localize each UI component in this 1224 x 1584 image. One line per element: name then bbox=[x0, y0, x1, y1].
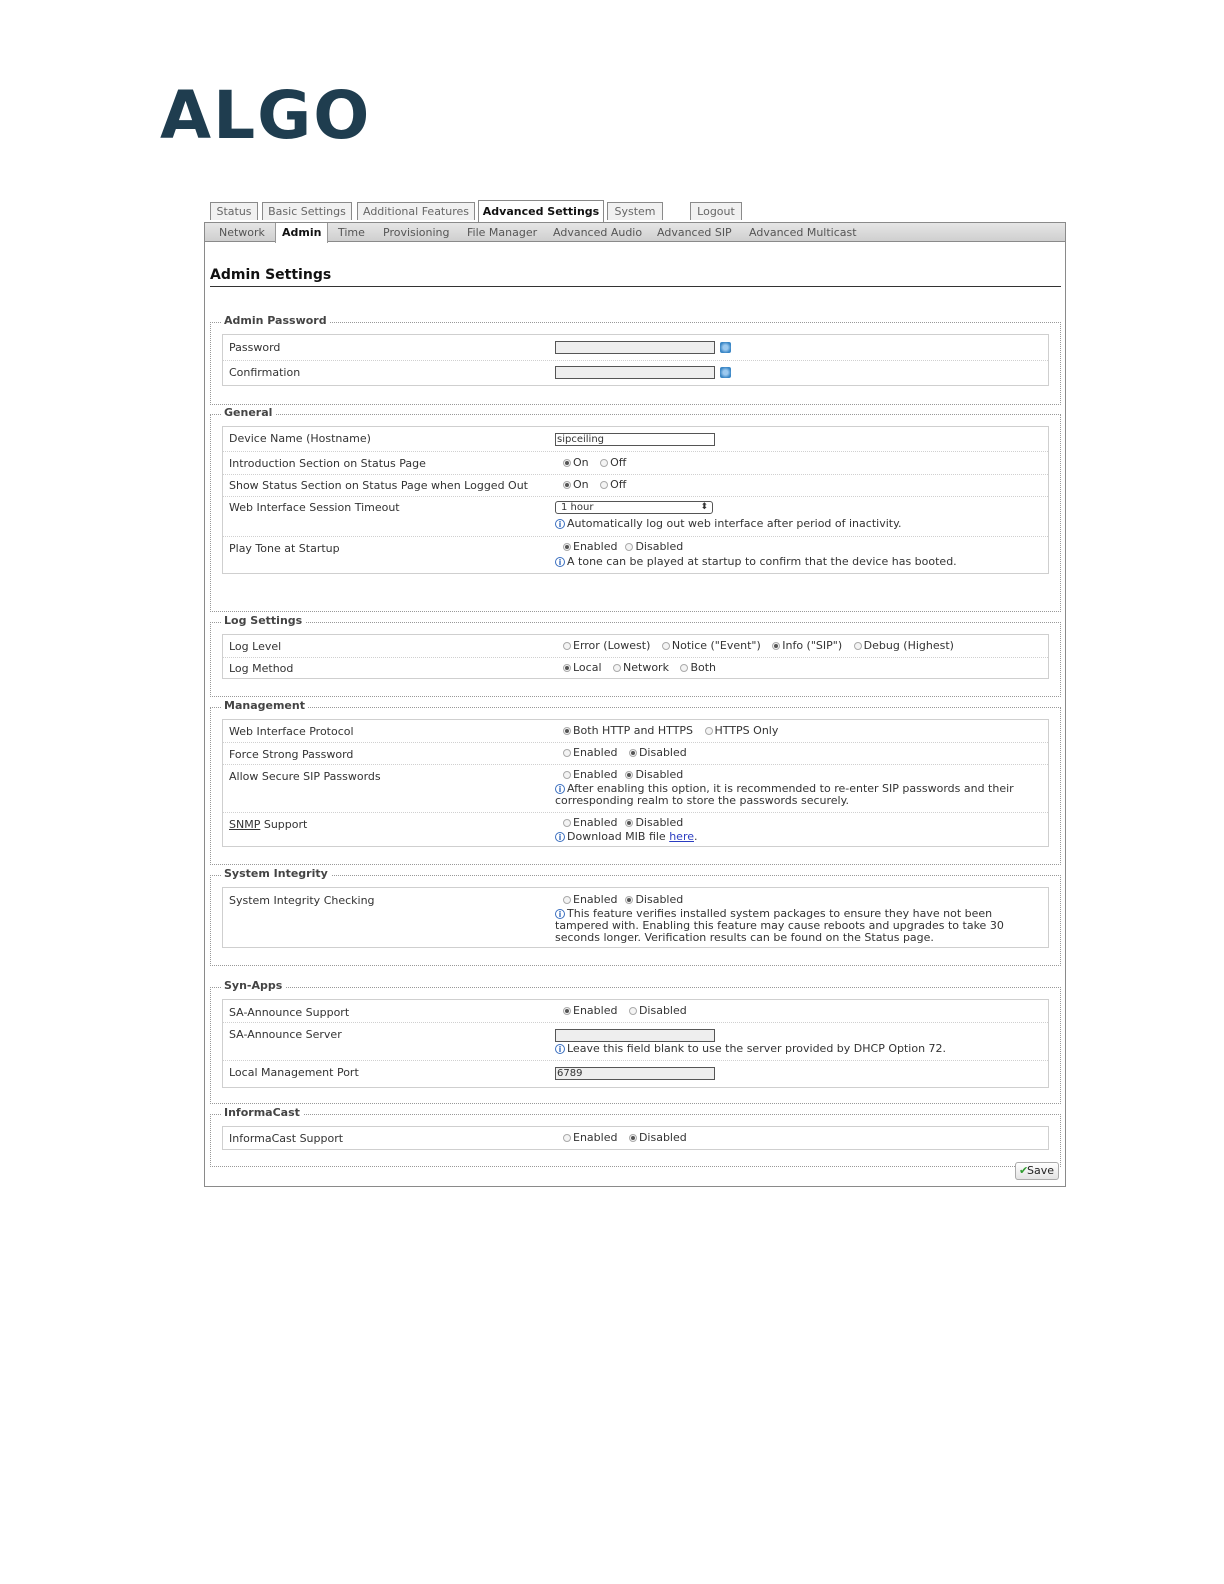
algo-logo: ALGO bbox=[160, 77, 372, 154]
log-settings-section: Log Settings Log Level Error (Lowest) Notice ("Event") Info ("SIP") Debug (Highest) Log Method Local Network Both bbox=[210, 622, 1061, 697]
sa-enabled-radio[interactable] bbox=[563, 1007, 571, 1015]
subnav-admin[interactable]: Admin bbox=[275, 223, 328, 243]
confirmation-row bbox=[223, 360, 1048, 385]
system-integrity-section: System Integrity System Integrity Checking Enabled Disabled i This feature verifies installed system packages to ensure they have not been tampered with. Enabling this feature may cause reboots and upgrades to take 30 seconds longer. Verification results can be found on the Status page. bbox=[210, 875, 1061, 966]
integrity-disabled-radio[interactable] bbox=[625, 896, 633, 904]
general-section: General Device Name (Hostname) sipceiling Introduction Section on Status Page On Off Show Status Section on Status Page when Logged Out On Off Web Interface Session Timeout 1 hour ⬍ i Automatically log out web interface after period of inactivity. Play Tone at Startup Enabled Disabled i A tone can be played at startup to confirm that the device has booted. bbox=[210, 414, 1061, 612]
integrity-check-label: System Integrity Checking bbox=[229, 894, 375, 907]
web-protocol-label: Web Interface Protocol bbox=[229, 725, 354, 738]
protocol-https-radio[interactable] bbox=[705, 727, 713, 735]
password-row bbox=[223, 335, 1048, 361]
device-name-input[interactable]: sipceiling bbox=[555, 433, 715, 446]
section-legend: Log Settings bbox=[221, 614, 305, 627]
status-off-radio[interactable] bbox=[600, 481, 608, 489]
info-icon: i bbox=[555, 1044, 565, 1054]
secure-sip-disabled-radio[interactable] bbox=[625, 771, 633, 779]
log-level-label: Log Level bbox=[229, 640, 282, 653]
sa-announce-server-label: SA-Announce Server bbox=[229, 1028, 342, 1041]
section-legend: General bbox=[221, 406, 275, 419]
log-both-radio[interactable] bbox=[680, 664, 688, 672]
status-section-label: Show Status Section on Status Page when Logged Out bbox=[229, 479, 528, 492]
informacast-enabled-radio[interactable] bbox=[563, 1134, 571, 1142]
intro-off-radio[interactable] bbox=[600, 459, 608, 467]
informacast-disabled-radio[interactable] bbox=[629, 1134, 637, 1142]
password-input[interactable] bbox=[555, 341, 715, 354]
section-legend: System Integrity bbox=[221, 867, 331, 880]
tab-additional-features[interactable]: Additional Features bbox=[357, 202, 475, 220]
log-notice-radio[interactable] bbox=[662, 642, 670, 650]
main-tabs bbox=[204, 200, 1066, 222]
info-icon: i bbox=[555, 784, 565, 794]
checkmark-icon: ✔ bbox=[1019, 1164, 1029, 1177]
snmp-support-label: SNMP Support bbox=[229, 818, 308, 831]
tab-advanced-settings[interactable]: Advanced Settings bbox=[478, 200, 604, 222]
tone-enabled-radio[interactable] bbox=[563, 543, 571, 551]
info-icon: i bbox=[555, 519, 565, 529]
subnav-advanced-sip[interactable]: Advanced SIP bbox=[657, 226, 732, 239]
sa-server-input[interactable] bbox=[555, 1029, 715, 1042]
subnav-provisioning[interactable]: Provisioning bbox=[383, 226, 450, 239]
section-legend: Admin Password bbox=[221, 314, 330, 327]
section-legend: InformaCast bbox=[221, 1106, 303, 1119]
intro-section-label: Introduction Section on Status Page bbox=[229, 457, 426, 470]
intro-on-radio[interactable] bbox=[563, 459, 571, 467]
refresh-icon[interactable] bbox=[720, 342, 731, 353]
syn-apps-section: Syn-Apps SA-Announce Support Enabled Disabled SA-Announce Server i Leave this field blank to use the server provided by DHCP Option 72. Local Management Port 6789 bbox=[210, 987, 1061, 1104]
log-method-label: Log Method bbox=[229, 662, 294, 675]
section-legend: Syn-Apps bbox=[221, 979, 285, 992]
subnav-advanced-multicast[interactable]: Advanced Multicast bbox=[749, 226, 857, 239]
secure-sip-enabled-radio[interactable] bbox=[563, 771, 571, 779]
status-on-radio[interactable] bbox=[563, 481, 571, 489]
snmp-enabled-radio[interactable] bbox=[563, 819, 571, 827]
admin-password-section bbox=[210, 314, 1061, 405]
subnav-advanced-audio[interactable]: Advanced Audio bbox=[553, 226, 643, 239]
device-name-label: Device Name (Hostname) bbox=[229, 432, 371, 445]
log-local-radio[interactable] bbox=[563, 664, 571, 672]
strong-disabled-radio[interactable] bbox=[629, 749, 637, 757]
snmp-disabled-radio[interactable] bbox=[625, 819, 633, 827]
password-label: Password bbox=[229, 341, 281, 354]
session-timeout-label: Web Interface Session Timeout bbox=[229, 501, 400, 514]
select-arrow-icon: ⬍ bbox=[700, 502, 708, 512]
management-section: Management Web Interface Protocol Both HTTP and HTTPS HTTPS Only Force Strong Password Enabled Disabled Allow Secure SIP Passwords Enabled Disabled i After enabling this option, it is recommended to re-enter SIP passwords and their corresponding realm to store the passwords securely. SNMP Support Enabled Disabled i Download MIB file here. bbox=[210, 707, 1061, 865]
protocol-both-radio[interactable] bbox=[563, 727, 571, 735]
local-port-label: Local Management Port bbox=[229, 1066, 359, 1079]
save-button[interactable]: ✔ Save bbox=[1015, 1162, 1059, 1180]
strong-enabled-radio[interactable] bbox=[563, 749, 571, 757]
mib-download-link[interactable]: here bbox=[669, 830, 694, 843]
tone-disabled-radio[interactable] bbox=[625, 543, 633, 551]
informacast-support-label: InformaCast Support bbox=[229, 1132, 344, 1145]
log-error-radio[interactable] bbox=[563, 642, 571, 650]
sub-navigation bbox=[204, 222, 1066, 242]
log-debug-radio[interactable] bbox=[854, 642, 862, 650]
page-title: Admin Settings bbox=[210, 267, 332, 283]
refresh-icon[interactable] bbox=[720, 367, 731, 378]
tab-system[interactable]: System bbox=[607, 202, 663, 220]
title-divider bbox=[210, 286, 1061, 287]
tab-basic-settings[interactable]: Basic Settings bbox=[262, 202, 352, 220]
info-icon: i bbox=[555, 909, 565, 919]
subnav-time[interactable]: Time bbox=[338, 226, 365, 239]
subnav-network[interactable]: Network bbox=[219, 226, 265, 239]
info-icon: i bbox=[555, 832, 565, 842]
session-timeout-select[interactable]: 1 hour ⬍ bbox=[555, 501, 713, 514]
informacast-section: InformaCast InformaCast Support Enabled Disabled bbox=[210, 1114, 1061, 1167]
section-legend: Management bbox=[221, 699, 308, 712]
tab-logout[interactable]: Logout bbox=[690, 202, 742, 220]
sa-announce-support-label: SA-Announce Support bbox=[229, 1006, 350, 1019]
strong-password-label: Force Strong Password bbox=[229, 748, 354, 761]
app-window bbox=[204, 200, 1066, 1187]
info-icon: i bbox=[555, 557, 565, 567]
confirmation-input[interactable] bbox=[555, 366, 715, 379]
settings-panel bbox=[204, 242, 1066, 1187]
log-info-radio[interactable] bbox=[772, 642, 780, 650]
local-port-input[interactable]: 6789 bbox=[555, 1067, 715, 1080]
confirmation-label: Confirmation bbox=[229, 366, 301, 379]
tab-status[interactable]: Status bbox=[210, 202, 258, 220]
log-network-radio[interactable] bbox=[613, 664, 621, 672]
integrity-enabled-radio[interactable] bbox=[563, 896, 571, 904]
subnav-file-manager[interactable]: File Manager bbox=[467, 226, 538, 239]
play-tone-label: Play Tone at Startup bbox=[229, 542, 340, 555]
secure-sip-label: Allow Secure SIP Passwords bbox=[229, 770, 381, 783]
sa-disabled-radio[interactable] bbox=[629, 1007, 637, 1015]
